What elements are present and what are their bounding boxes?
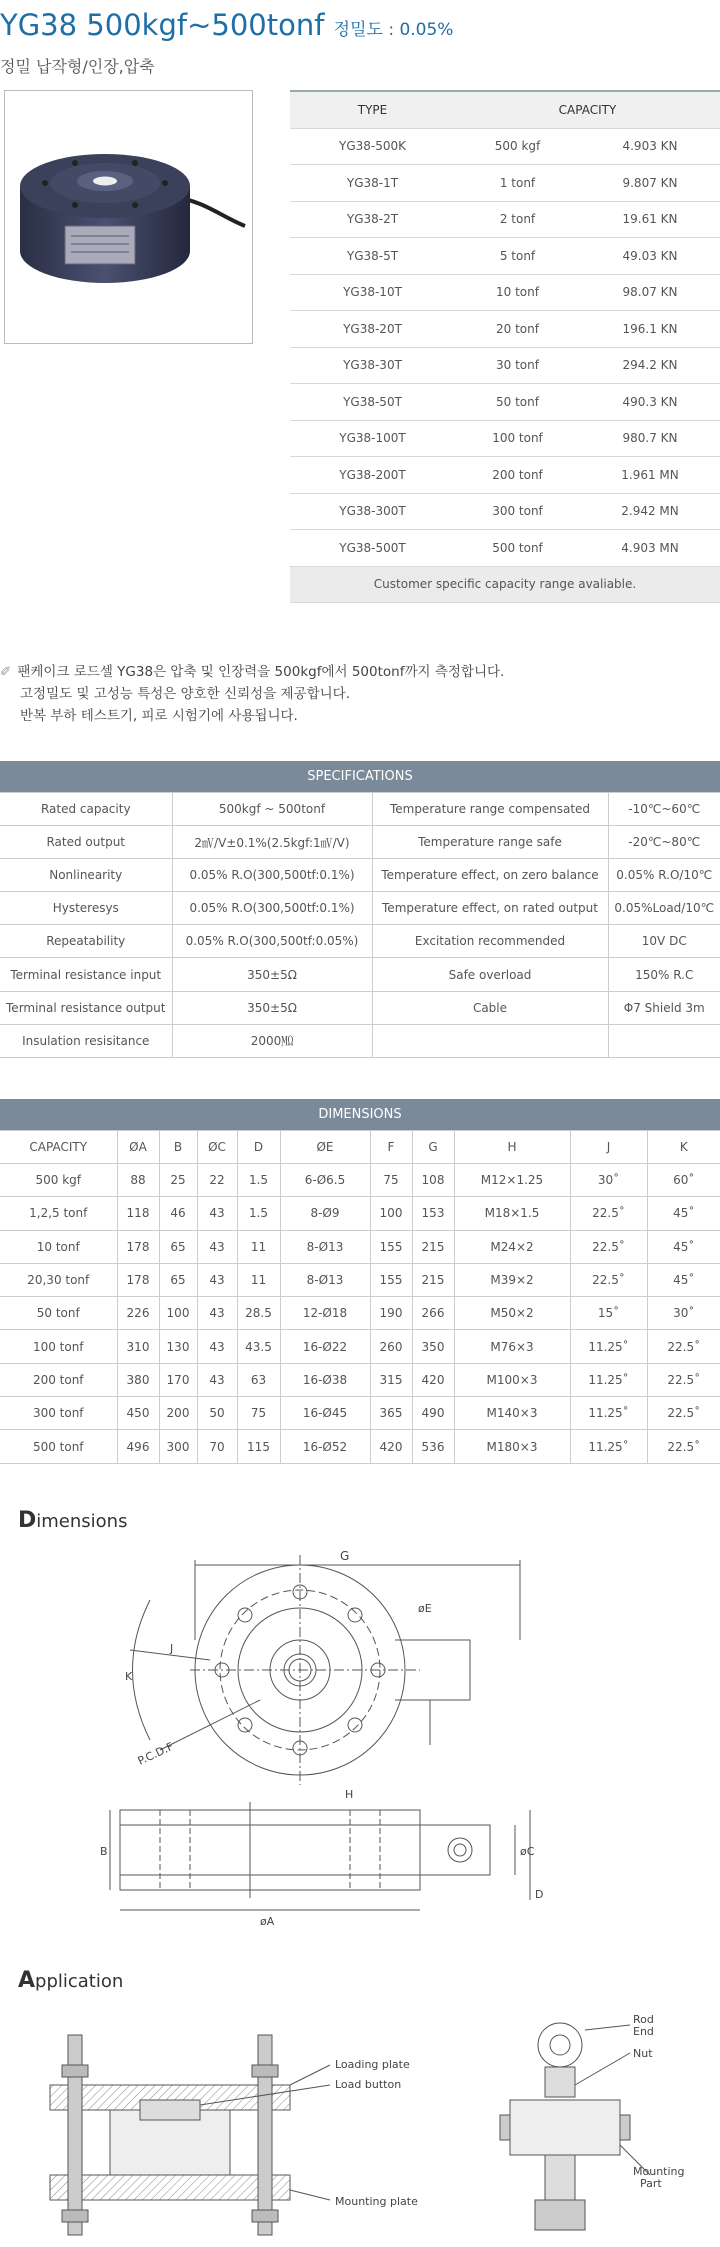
table-row [0,925,720,958]
table-row [0,1297,720,1330]
table-cell: 20,30 tonf [0,1263,117,1296]
table-cell: 260 [370,1330,412,1363]
table-row [0,1330,720,1363]
dim-label: K [125,1670,133,1683]
column-header: CAPACITY [455,91,720,128]
table-cell: 266 [412,1297,454,1330]
table-cell: 22.5˚ [647,1430,720,1463]
table-cell: YG38-500T [290,530,455,567]
table-row [0,826,720,859]
dim-label: D [535,1888,544,1901]
table-cell: 1.5 [237,1164,280,1197]
column-header: H [454,1131,570,1164]
table-cell: 2㎷/V±0.1%(2.5kgf:1㎷/V) [172,826,372,859]
table-cell: Terminal resistance input [0,958,172,991]
dim-label: P.C.D.F [135,1739,176,1768]
table-cell: 70 [197,1430,237,1463]
table-cell: 16-Ø45 [280,1397,370,1430]
table-cell: M140×3 [454,1397,570,1430]
table-cell: 10 tonf [455,274,580,311]
table-cell: 22.5˚ [647,1330,720,1363]
table-cell: 60˚ [647,1164,720,1197]
table-cell: 500 kgf [455,128,580,165]
column-header: B [159,1131,197,1164]
table-cell: 0.05% R.O(300,500tf:0.1%) [172,892,372,925]
table-footer-row [290,566,720,603]
table-cell: 0.05%Load/10℃ [608,892,720,925]
table-cell: 190 [370,1297,412,1330]
table-cell: Rated capacity [0,793,172,826]
table-cell: 4.903 MN [580,530,720,567]
dimensions-drawing-title: Dimensions [18,1508,128,1533]
table-cell: 500 tonf [0,1430,117,1463]
table-cell: 45˚ [647,1230,720,1263]
table-cell: Insulation resisitance [0,1024,172,1057]
description-line: ✐ 팬케이크 로드셀 YG38은 압축 및 인장력을 500kgf에서 500tonf까지 측정합니다. [0,664,505,680]
table-cell: 43 [197,1263,237,1296]
dim-label: H [345,1788,354,1801]
table-cell: Repeatability [0,925,172,958]
dim-label: øE [418,1602,432,1615]
table-cell: 43 [197,1197,237,1230]
table-cell: 65 [159,1230,197,1263]
table-cell: Temperature effect, on zero balance [372,859,608,892]
table-row [290,238,720,275]
page-title [0,8,453,42]
table-row [0,1164,720,1197]
table-cell: 496 [117,1430,159,1463]
table-cell: 11 [237,1263,280,1296]
table-cell: Rated output [0,826,172,859]
application-label: Part [640,2177,662,2190]
table-cell: 43 [197,1230,237,1263]
table-cell: 420 [412,1363,454,1396]
application-label: Rod [633,2013,654,2026]
table-cell: -10℃~60℃ [608,793,720,826]
table-row [0,1263,720,1296]
table-cell: 108 [412,1164,454,1197]
table-cell: 25 [159,1164,197,1197]
table-cell: 118 [117,1197,159,1230]
table-cell: YG38-200T [290,457,455,494]
column-header: CAPACITY [0,1131,117,1164]
dimensions-table [0,1130,720,1464]
table-cell: 8-Ø13 [280,1230,370,1263]
table-header-row [290,91,720,128]
description-line: 반복 부하 테스트기, 피로 시험기에 사용됩니다. [20,708,298,724]
product-description [0,661,504,727]
table-cell: Φ7 Shield 3m [608,991,720,1024]
table-cell: 200 tonf [0,1363,117,1396]
table-row [290,347,720,384]
table-cell: 300 tonf [455,493,580,530]
product-photo [4,90,253,344]
table-cell: 75 [370,1164,412,1197]
table-cell: 16-Ø22 [280,1330,370,1363]
table-cell: 11.25˚ [570,1330,647,1363]
table-cell: 11.25˚ [570,1363,647,1396]
table-cell: 22.5˚ [570,1230,647,1263]
table-cell: 43.5 [237,1330,280,1363]
table-cell: 2 tonf [455,201,580,238]
table-cell: 50 tonf [455,384,580,421]
table-cell: 2000㏁ [172,1024,372,1057]
table-header-row [0,1131,720,1164]
table-cell: 46 [159,1197,197,1230]
table-row [290,420,720,457]
table-row [0,958,720,991]
table-cell: 30 tonf [455,347,580,384]
table-cell: Temperature range compensated [372,793,608,826]
table-cell: 16-Ø52 [280,1430,370,1463]
table-cell: 315 [370,1363,412,1396]
dim-label: øA [260,1915,275,1928]
column-header: ØC [197,1131,237,1164]
table-row [290,311,720,348]
table-cell: Temperature range safe [372,826,608,859]
column-header: TYPE [290,91,455,128]
table-cell: 155 [370,1263,412,1296]
application-label: Nut [633,2047,653,2060]
table-cell: M100×3 [454,1363,570,1396]
table-cell: 50 tonf [0,1297,117,1330]
table-row [0,991,720,1024]
table-row [290,493,720,530]
table-cell: 2.942 MN [580,493,720,530]
table-cell: 8-Ø13 [280,1263,370,1296]
table-cell: YG38-30T [290,347,455,384]
table-cell: Hysteresys [0,892,172,925]
page-subtitle: 정밀 납작형/인장,압축 [0,57,155,76]
table-cell: 16-Ø38 [280,1363,370,1396]
table-cell: 4.903 KN [580,128,720,165]
table-cell: 100 tonf [455,420,580,457]
table-cell: 170 [159,1363,197,1396]
column-header: D [237,1131,280,1164]
table-cell: 196.1 KN [580,311,720,348]
table-row [0,1230,720,1263]
table-cell: 380 [117,1363,159,1396]
capacity-note: Customer specific capacity range avaliable. [290,566,720,603]
table-cell: M12×1.25 [454,1164,570,1197]
table-cell: 28.5 [237,1297,280,1330]
application-label: Loading plate [335,2058,410,2071]
product-title: YG38 500kgf~500tonf [0,8,325,42]
dim-label: G [340,1549,350,1563]
table-row [290,201,720,238]
table-row [290,384,720,421]
table-cell: Cable [372,991,608,1024]
table-cell: 0.05% R.O(300,500tf:0.05%) [172,925,372,958]
table-cell: YG38-20T [290,311,455,348]
column-header: J [570,1131,647,1164]
table-row [0,1397,720,1430]
table-row [0,1197,720,1230]
table-cell: 178 [117,1263,159,1296]
table-cell: 5 tonf [455,238,580,275]
table-cell: 200 [159,1397,197,1430]
table-cell: 350 [412,1330,454,1363]
table-row [290,165,720,202]
table-cell: 1,2,5 tonf [0,1197,117,1230]
table-row [0,1363,720,1396]
table-cell: 100 [159,1297,197,1330]
table-cell: M76×3 [454,1330,570,1363]
table-cell: 1.5 [237,1197,280,1230]
table-cell: 1.961 MN [580,457,720,494]
table-cell: 500 kgf [0,1164,117,1197]
table-cell: Safe overload [372,958,608,991]
table-cell: 88 [117,1164,159,1197]
pencil-icon: ✐ [0,664,12,680]
table-row [0,859,720,892]
table-cell: 100 [370,1197,412,1230]
table-cell: YG38-2T [290,201,455,238]
table-cell: 22 [197,1164,237,1197]
table-cell: YG38-10T [290,274,455,311]
table-cell: 490.3 KN [580,384,720,421]
column-header: F [370,1131,412,1164]
table-cell: 45˚ [647,1263,720,1296]
table-cell: Nonlinearity [0,859,172,892]
table-cell: 11.25˚ [570,1397,647,1430]
table-row [0,1430,720,1463]
table-cell: 350±5Ω [172,958,372,991]
table-cell: 22.5˚ [647,1397,720,1430]
specifications-header: SPECIFICATIONS [0,761,720,792]
table-cell: 22.5˚ [570,1263,647,1296]
application-label: Mounting plate [335,2195,418,2208]
table-cell: YG38-300T [290,493,455,530]
table-cell: 0.05% R.O(300,500tf:0.1%) [172,859,372,892]
table-cell: 215 [412,1230,454,1263]
table-row [0,892,720,925]
table-cell: 11.25˚ [570,1430,647,1463]
table-cell: 49.03 KN [580,238,720,275]
table-cell: 11 [237,1230,280,1263]
table-cell: M180×3 [454,1430,570,1463]
table-cell [608,1024,720,1057]
application-drawing-title: Application [18,1968,124,1993]
table-cell: 50 [197,1397,237,1430]
table-cell: -20℃~80℃ [608,826,720,859]
table-cell: 45˚ [647,1197,720,1230]
table-cell: 490 [412,1397,454,1430]
table-cell: 294.2 KN [580,347,720,384]
table-cell: YG38-1T [290,165,455,202]
table-cell: YG38-50T [290,384,455,421]
table-cell: Excitation recommended [372,925,608,958]
dim-label: J [170,1642,174,1655]
table-cell: 365 [370,1397,412,1430]
table-cell: 226 [117,1297,159,1330]
table-cell: YG38-5T [290,238,455,275]
table-cell: 115 [237,1430,280,1463]
dim-label: øC [520,1845,535,1858]
table-cell: 215 [412,1263,454,1296]
table-cell: 98.07 KN [580,274,720,311]
table-cell [372,1024,608,1057]
table-cell: 22.5˚ [570,1197,647,1230]
application-drawing [40,2005,700,2240]
table-cell: 300 [159,1430,197,1463]
table-cell: 10 tonf [0,1230,117,1263]
table-cell: 30˚ [647,1297,720,1330]
table-row [0,1024,720,1057]
application-label: Load button [335,2078,402,2091]
table-cell: 420 [370,1430,412,1463]
table-cell: 75 [237,1397,280,1430]
table-cell: 310 [117,1330,159,1363]
table-cell: 43 [197,1297,237,1330]
table-cell: Temperature effect, on rated output [372,892,608,925]
table-cell: 350±5Ω [172,991,372,1024]
application-label: Mounting [633,2165,685,2178]
table-cell: YG38-100T [290,420,455,457]
table-cell: 450 [117,1397,159,1430]
table-cell: 20 tonf [455,311,580,348]
accuracy-label: 정밀도 : 0.05% [333,20,454,40]
table-cell: YG38-500K [290,128,455,165]
table-cell: M24×2 [454,1230,570,1263]
table-cell: 63 [237,1363,280,1396]
table-cell: 22.5˚ [647,1363,720,1396]
table-row [290,457,720,494]
table-cell: 65 [159,1263,197,1296]
table-cell: 6-Ø6.5 [280,1164,370,1197]
dim-label: B [100,1845,108,1858]
column-header: K [647,1131,720,1164]
table-cell: 500 tonf [455,530,580,567]
table-cell: M39×2 [454,1263,570,1296]
table-cell: 0.05% R.O/10℃ [608,859,720,892]
table-cell: 12-Ø18 [280,1297,370,1330]
table-cell: 30˚ [570,1164,647,1197]
table-cell: 43 [197,1330,237,1363]
table-cell: 9.807 KN [580,165,720,202]
specifications-table [0,792,720,1058]
table-cell: 178 [117,1230,159,1263]
dimensions-drawing [100,1540,580,1930]
table-cell: Terminal resistance output [0,991,172,1024]
table-row [290,530,720,567]
table-row [290,274,720,311]
table-cell: 500kgf ~ 500tonf [172,793,372,826]
table-cell: 43 [197,1363,237,1396]
table-cell: M18×1.5 [454,1197,570,1230]
column-header: ØA [117,1131,159,1164]
column-header: ØE [280,1131,370,1164]
table-cell: 150% R.C [608,958,720,991]
table-cell: 155 [370,1230,412,1263]
table-cell: 1 tonf [455,165,580,202]
capacity-table [290,90,720,603]
table-cell: 153 [412,1197,454,1230]
table-cell: 8-Ø9 [280,1197,370,1230]
application-label: End [633,2025,654,2038]
table-row [0,793,720,826]
table-cell: M50×2 [454,1297,570,1330]
table-row [290,128,720,165]
table-cell: 15˚ [570,1297,647,1330]
column-header: G [412,1131,454,1164]
description-line: 고정밀도 및 고성능 특성은 양호한 신뢰성을 제공합니다. [20,686,350,702]
table-cell: 130 [159,1330,197,1363]
table-cell: 300 tonf [0,1397,117,1430]
table-cell: 100 tonf [0,1330,117,1363]
table-cell: 19.61 KN [580,201,720,238]
table-cell: 980.7 KN [580,420,720,457]
table-cell: 10V DC [608,925,720,958]
table-cell: 200 tonf [455,457,580,494]
dimensions-header: DIMENSIONS [0,1099,720,1130]
load-cell-image [5,91,252,343]
table-cell: 536 [412,1430,454,1463]
